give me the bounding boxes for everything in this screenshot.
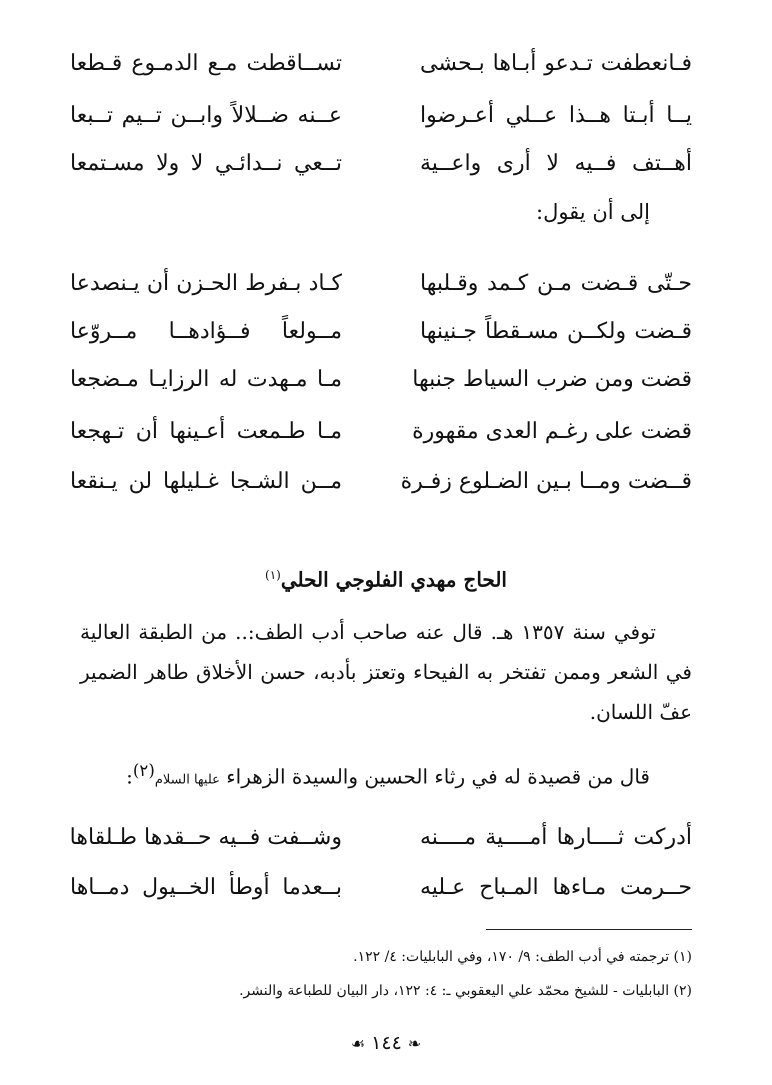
verse-second-hemistich: مــن الشـجا غـليلها لن يـنقعا	[70, 469, 342, 494]
verse-line	[70, 868, 692, 908]
verse-first-hemistich: أهــتف فــيه لا أرى واعــية	[420, 151, 692, 176]
verse-first-hemistich: أدركت ثــــارها أمــــية مــــنه	[420, 825, 692, 850]
biography-paragraph	[80, 612, 692, 732]
section-heading	[0, 560, 772, 595]
verse-first-hemistich: فـانعطفت تـدعو أبـاها بـحشى	[420, 51, 692, 76]
verse-second-hemistich: عــنه ضــلالاً وابــن تــيم تــبعا	[70, 103, 342, 128]
verse-line	[70, 144, 692, 184]
verse-second-hemistich: مـا مـهدت له الرزايـا مـضجعا	[70, 367, 342, 392]
verse-second-hemistich: بــعدما أوطأ الخــيول دمــاها	[70, 875, 342, 900]
verse-line	[70, 96, 692, 136]
verse-line	[70, 264, 692, 304]
footnote: (١) ترجمته في أدب الطف: ٩/ ١٧٠، وفي البابليات: ٤/ ١٢٢.	[353, 949, 692, 965]
page-number: ١٤٤	[371, 1032, 402, 1054]
poem-intro	[126, 754, 650, 798]
poet-name: الحاج مهدي الفلوجي الحلي	[280, 567, 507, 592]
poem-intro-text: قال من قصيدة له في رثاء الحسين والسيدة الزهراء	[226, 764, 650, 789]
verse-second-hemistich: مــولعاً فــؤادهــا مــروّعا	[70, 319, 342, 344]
verse-first-hemistich: حــرمت مـاءها المـباح عـليه	[420, 875, 692, 900]
verse-second-hemistich: كـاد بـفرط الحـزن أن يـنصدعا	[70, 271, 342, 296]
footnote-ref: (٢)	[132, 761, 155, 780]
verse-line	[70, 312, 692, 352]
verse-line	[70, 360, 692, 400]
ornament-icon: ☙	[350, 1034, 366, 1053]
page-number-block	[0, 1028, 772, 1059]
verse-second-hemistich: وشــفت فــيه حــقدها طـلقاها	[69, 825, 342, 850]
ornament-icon: ❧	[407, 1034, 422, 1053]
verse-first-hemistich: قضت ومن ضرب السياط جنبها	[412, 367, 692, 392]
verse-second-hemistich: مـا طـمعت أعـينها أن تـهجعا	[70, 419, 342, 444]
verse-first-hemistich: يــا أبـتا هــذا عــلي أعـرضوا	[420, 103, 692, 128]
biography-text: توفي سنة ١٣٥٧ هـ. قال عنه صاحب أدب الطف:.. من الطبقة العالية في الشعر وممن تفتخر به الفيحاء وتعتز بأدبه، حسن الأخلاق طاهر الضمير عفّ اللسان.	[80, 620, 692, 724]
verse-line	[70, 818, 692, 858]
footnote-ref: (١)	[265, 568, 281, 582]
verse-line	[70, 412, 692, 452]
verse-line	[70, 44, 692, 84]
footnote: (٢) البابليات - للشيخ محمّد علي اليعقوبي ـ: ٤: ١٢٢، دار البيان للطباعة والنشر.	[239, 983, 692, 999]
interlude-text: إلى أن يقول:	[536, 200, 650, 224]
verse-first-hemistich: قـضت ولكــن مسـقطاً جـنينها	[420, 319, 692, 344]
verse-first-hemistich: قــضت ومــا بـين الضـلوع زفـرة	[400, 469, 692, 494]
verse-line	[70, 462, 692, 502]
footnote-divider	[486, 929, 692, 930]
honorific-glyph: عليها السلام	[154, 772, 220, 788]
verse-first-hemistich: حـتّى قـضت مـن كـمد وقـلبها	[420, 271, 692, 296]
verse-second-hemistich: تــعي نــدائـي لا ولا مسـتمعا	[70, 151, 342, 176]
intro-colon: :	[126, 764, 133, 789]
verse-first-hemistich: قضت على رغـم العدى مقهورة	[412, 419, 692, 444]
verse-second-hemistich: تســاقطت مـع الدمـوع قـطعا	[70, 51, 342, 76]
